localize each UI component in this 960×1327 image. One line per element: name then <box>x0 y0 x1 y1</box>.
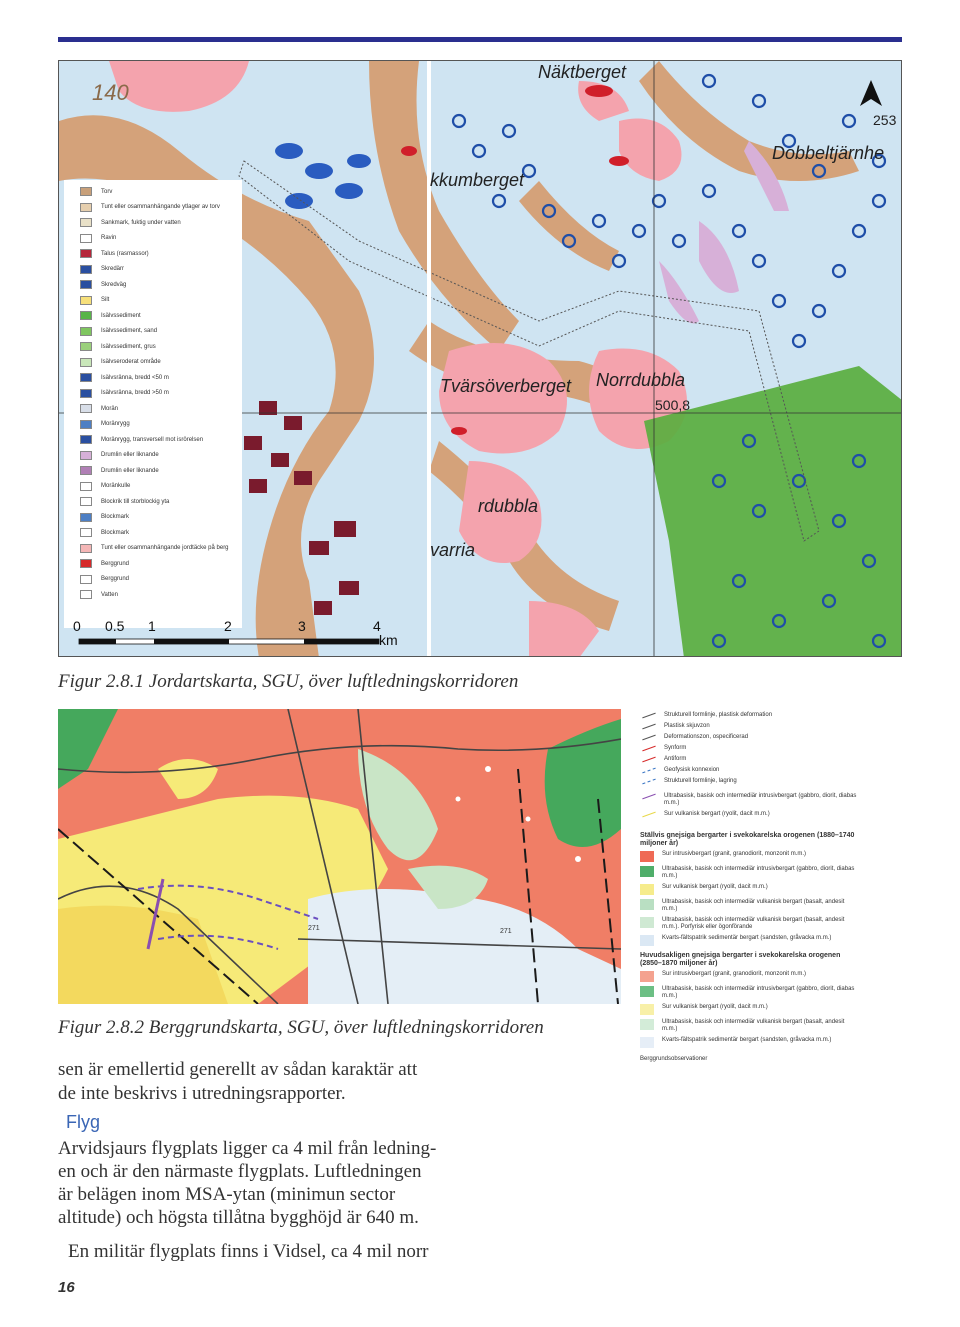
map-label-253: 253 <box>873 112 897 128</box>
bedrock-legend-line-item <box>640 745 860 752</box>
bedrock-legend-label: Synform <box>664 745 687 751</box>
soil-legend-item <box>64 432 242 448</box>
scale-label-2: 2 <box>224 618 232 634</box>
soil-legend-item <box>64 463 242 479</box>
bedrock-legend-swatch <box>640 899 654 910</box>
soil-legend-item <box>64 308 242 324</box>
soil-legend-label: Sankmark, fuktig under vatten <box>101 219 181 226</box>
bedrock-legend-dike-item <box>640 811 860 818</box>
bedrock-legend-swatch <box>640 971 654 982</box>
soil-legend-item <box>64 231 242 247</box>
soil-legend-swatch <box>80 528 92 537</box>
soil-legend-swatch <box>80 435 92 444</box>
soil-legend-swatch <box>80 451 92 460</box>
soil-legend-swatch <box>80 203 92 212</box>
bedrock-legend-unit-item <box>640 1019 860 1033</box>
soil-legend-label: Isälvssediment, grus <box>101 343 156 350</box>
soil-legend-label: Talus (rasmassor) <box>101 250 149 257</box>
bedrock-legend-unit-item <box>640 935 860 946</box>
soil-legend-label: Berggrund <box>101 560 130 567</box>
soil-legend-label: Silt <box>101 297 110 304</box>
bedrock-legend-swatch <box>640 884 654 895</box>
soil-legend-label: Moränkulle <box>101 483 131 490</box>
line-symbol-icon <box>642 757 655 763</box>
soil-legend-item <box>64 479 242 495</box>
bedrock-legend-line-item <box>640 712 860 719</box>
soil-legend-item <box>64 401 242 417</box>
bedrock-legend-swatch <box>640 935 654 946</box>
top-rule <box>58 37 902 42</box>
bedrock-legend-unit-item <box>640 971 860 982</box>
scale-label-0-5: 0.5 <box>105 618 125 634</box>
soil-legend-item <box>64 556 242 572</box>
bedrock-legend-label: Sur vulkanisk bergart (ryolit, dacit m.m.) <box>662 884 768 890</box>
bedrock-legend-swatch <box>640 851 654 862</box>
bedrock-legend-label: Ultrabasisk, basisk och intermediär intrusivbergart (gabbro, diorit, diabas m.m.) <box>662 866 855 879</box>
soil-legend-label: Drumlin eller liknande <box>101 452 159 459</box>
bedrock-legend-label: Geofysisk konnexion <box>664 767 720 773</box>
bedrock-legend-label: Deformationszon, ospecificerad <box>664 734 749 740</box>
soil-legend-swatch <box>80 404 92 413</box>
soil-legend-item <box>64 448 242 464</box>
bedrock-legend-label: Kvarts-fältspatrik sedimentär bergart (sandsten, gråvacka m.m.) <box>662 1037 832 1043</box>
soil-legend-item <box>64 200 242 216</box>
bedrock-legend-swatch <box>640 1004 654 1015</box>
soil-legend-item <box>64 324 242 340</box>
soil-legend-item <box>64 417 242 433</box>
bedrock-legend-swatch <box>640 866 654 877</box>
line-symbol-icon <box>642 713 655 719</box>
figure-caption-2: Figur 2.8.2 Berggrundskarta, SGU, över luftledningskorridoren <box>58 1017 544 1038</box>
soil-legend-item <box>64 262 242 278</box>
soil-legend-swatch <box>80 544 92 553</box>
soil-legend-label: Isälvsränna, bredd >50 m <box>101 390 169 397</box>
soil-legend-swatch <box>80 342 92 351</box>
soil-legend-item <box>64 386 242 402</box>
map2-label-271a: 271 <box>308 925 320 932</box>
line-symbol-icon <box>642 768 655 774</box>
bedrock-legend-label: Sur vulkanisk bergart (ryolit, dacit m.m.) <box>662 1004 768 1010</box>
bedrock-legend-unit-item <box>640 851 860 862</box>
bedrock-legend-label: Ultrabasisk, basisk och intermediär vulkanisk bergart (basalt, andesit m.m.) <box>662 899 845 912</box>
bedrock-legend-swatch <box>640 917 654 928</box>
soil-legend-label: Skredväg <box>101 281 127 288</box>
bedrock-map <box>58 709 621 1004</box>
paragraph-1-line-1: sen är emellertid generellt av sådan karaktär att <box>58 1059 418 1080</box>
bedrock-legend-line-item <box>640 756 860 763</box>
soil-legend-swatch <box>80 187 92 196</box>
soil-legend-swatch <box>80 513 92 522</box>
soil-legend-item <box>64 339 242 355</box>
soil-legend-item <box>64 277 242 293</box>
soil-legend-label: Isälvssediment, sand <box>101 328 158 335</box>
soil-legend-swatch <box>80 249 92 258</box>
scale-label-0: 0 <box>73 618 81 634</box>
line-symbol-icon <box>642 735 655 741</box>
map-label-tvarsoverberget: Tvärsöverberget <box>440 376 572 396</box>
bedrock-legend-line-item <box>640 723 860 730</box>
bedrock-map-legend <box>640 712 860 1062</box>
scale-label-4: 4 <box>373 618 381 634</box>
soil-legend-swatch <box>80 265 92 274</box>
paragraph-2-line-3: är belägen inom MSA-ytan (minimun sector <box>58 1184 396 1205</box>
paragraph-1-line-2: de inte beskrivs i utredningsrapporter. <box>58 1083 346 1104</box>
soil-legend-label: Blockmark <box>101 529 130 536</box>
soil-legend-swatch <box>80 420 92 429</box>
map-label-500-8: 500,8 <box>655 397 691 413</box>
line-symbol-icon <box>642 746 655 752</box>
page-number: 16 <box>58 1279 75 1296</box>
paragraph-3-line-1: En militär flygplats finns i Vidsel, ca 4 mil norr <box>68 1241 429 1262</box>
soil-legend-swatch <box>80 373 92 382</box>
dike-symbol-icon <box>642 812 655 818</box>
dike-symbol-icon <box>642 794 655 800</box>
line-symbol-icon <box>642 724 655 730</box>
bedrock-legend-heading: Ställvis gnejsiga bergarter i svekokarelska orogenen (1880–1740 miljoner år) <box>640 832 855 847</box>
map-label-rdubbla: rdubbla <box>478 496 539 516</box>
soil-legend-swatch <box>80 327 92 336</box>
soil-legend-item <box>64 572 242 588</box>
soil-legend-label: Tunt eller osammanhängande jordtäcke på berg <box>101 545 229 552</box>
bedrock-legend-swatch <box>640 1037 654 1048</box>
bedrock-legend-unit-item <box>640 866 860 880</box>
soil-legend-swatch <box>80 482 92 491</box>
soil-legend-swatch <box>80 358 92 367</box>
bedrock-legend-label: Ultrabasisk, basisk och intermediär vulkanisk bergart (basalt, andesit m.m.). Porfyrisk eller ögonförande <box>662 917 845 930</box>
soil-legend-item <box>64 246 242 262</box>
soil-legend-item <box>64 370 242 386</box>
map2-label-271b: 271 <box>500 928 512 935</box>
soil-legend-label: Morän <box>101 405 119 412</box>
soil-legend-item <box>64 184 242 200</box>
bedrock-legend-footer: Berggrundsobservationer <box>640 1056 708 1062</box>
soil-legend-item <box>64 587 242 603</box>
soil-legend-label: Drumlin eller liknande <box>101 467 159 474</box>
map-label-norrdubbla: Norrdubbla <box>596 370 686 390</box>
bedrock-legend-label: Sur vulkanisk bergart (ryolit, dacit m.m.) <box>664 811 770 817</box>
bedrock-legend-label: Kvarts-fältspatrik sedimentär bergart (sandsten, gråvacka m.m.) <box>662 935 832 941</box>
soil-legend-label: Tunt eller osammanhängande ytlager av torv <box>101 204 220 211</box>
soil-legend-label: Torv <box>101 188 113 195</box>
north-arrow-icon <box>860 80 882 106</box>
soil-legend-swatch <box>80 218 92 227</box>
map-label-kumberget: kkumberget <box>430 170 525 190</box>
soil-legend-label: Isälvseroderat område <box>101 359 161 366</box>
bedrock-legend-heading: Huvudsakligen gnejsiga bergarter i svekokarelska orogenen (2850–1870 miljoner år) <box>640 952 841 967</box>
bedrock-legend-unit-item <box>640 884 860 895</box>
bedrock-legend-dike-item <box>640 793 860 807</box>
soil-legend-swatch <box>80 296 92 305</box>
scale-label-1: 1 <box>148 618 156 634</box>
bedrock-legend-label: Ultrabasisk, basisk och intermediär intrusivbergart (gabbro, diorit, diabas m.m.) <box>664 793 857 806</box>
map-label-naktberget: Näktberget <box>538 62 627 82</box>
soil-legend-swatch <box>80 466 92 475</box>
soil-legend-label: Ravin <box>101 235 117 242</box>
figure-caption-1: Figur 2.8.1 Jordartskarta, SGU, över luftledningskorridoren <box>58 671 519 692</box>
soil-map-legend <box>64 180 242 628</box>
bedrock-legend-label: Strukturell formlinje, lagring <box>664 778 737 784</box>
soil-legend-swatch <box>80 234 92 243</box>
soil-legend-label: Moränrygg <box>101 421 130 428</box>
paragraph-2-line-4: altitude) och högsta tillåtna bygghöjd är 640 m. <box>58 1207 419 1228</box>
bedrock-legend-line-item <box>640 778 860 785</box>
soil-legend-label: Isälvsränna, bredd <50 m <box>101 374 169 381</box>
soil-legend-item <box>64 510 242 526</box>
soil-legend-item <box>64 525 242 541</box>
soil-legend-label: Isälvssediment <box>101 312 141 319</box>
bedrock-legend-swatch <box>640 986 654 997</box>
soil-legend-swatch <box>80 311 92 320</box>
soil-legend-swatch <box>80 280 92 289</box>
bedrock-legend-label: Sur intrusivbergart (granit, granodiorit, monzonit m.m.) <box>662 971 807 977</box>
soil-legend-item <box>64 541 242 557</box>
bedrock-legend-unit-item <box>640 1037 860 1048</box>
soil-legend-swatch <box>80 559 92 568</box>
map-label-varria: varria <box>430 540 476 560</box>
bedrock-legend-unit-item <box>640 899 860 913</box>
soil-legend-label: Vatten <box>101 591 118 598</box>
soil-legend-label: Skredärr <box>101 266 125 273</box>
heading-flyg: Flyg <box>66 1112 101 1132</box>
paragraph-2-line-2: en och är den närmaste flygplats. Luftledningen <box>58 1161 422 1182</box>
bedrock-legend-label: Antiform <box>664 756 687 762</box>
bedrock-legend-label: Strukturell formlinje, plastisk deformation <box>664 712 773 718</box>
soil-legend-label: Berggrund <box>101 576 130 583</box>
bedrock-legend-line-item <box>640 734 860 741</box>
soil-legend-item <box>64 494 242 510</box>
bedrock-legend-label: Plastisk skjuvzon <box>664 723 710 729</box>
paragraph-2-line-1: Arvidsjaurs flygplats ligger ca 4 mil från ledning- <box>58 1138 437 1159</box>
soil-legend-label: Blockmark <box>101 514 130 521</box>
bedrock-legend-line-item <box>640 767 860 774</box>
bedrock-legend-unit-item <box>640 917 860 931</box>
map-label-dobbeltjarnhe: Dobbeltjärnhe <box>772 143 885 163</box>
bedrock-legend-label: Ultrabasisk, basisk och intermediär intrusivbergart (gabbro, diorit, diabas m.m.) <box>662 986 855 999</box>
scale-label-3: 3 <box>298 618 306 634</box>
soil-legend-swatch <box>80 497 92 506</box>
bedrock-legend-unit-item <box>640 986 860 1000</box>
soil-legend-label: Blockrik till storblockig yta <box>101 498 170 505</box>
map-label-140: 140 <box>92 80 129 105</box>
bedrock-legend-label: Sur intrusivbergart (granit, granodiorit, monzonit m.m.) <box>662 851 807 857</box>
bedrock-legend-swatch <box>640 1019 654 1030</box>
soil-legend-item <box>64 355 242 371</box>
bedrock-map-graphic <box>58 709 621 1004</box>
bedrock-legend-label: Ultrabasisk, basisk och intermediär vulkanisk bergart (basalt, andesit m.m.) <box>662 1019 845 1032</box>
soil-legend-swatch <box>80 389 92 398</box>
scale-label-km: km <box>379 632 398 648</box>
soil-legend-swatch <box>80 575 92 584</box>
soil-legend-item <box>64 215 242 231</box>
soil-legend-swatch <box>80 590 92 599</box>
soil-legend-label: Moränrygg, transversell mot isrörelsen <box>101 436 204 443</box>
line-symbol-icon <box>642 779 655 785</box>
bedrock-legend-unit-item <box>640 1004 860 1015</box>
soil-legend-item <box>64 293 242 309</box>
